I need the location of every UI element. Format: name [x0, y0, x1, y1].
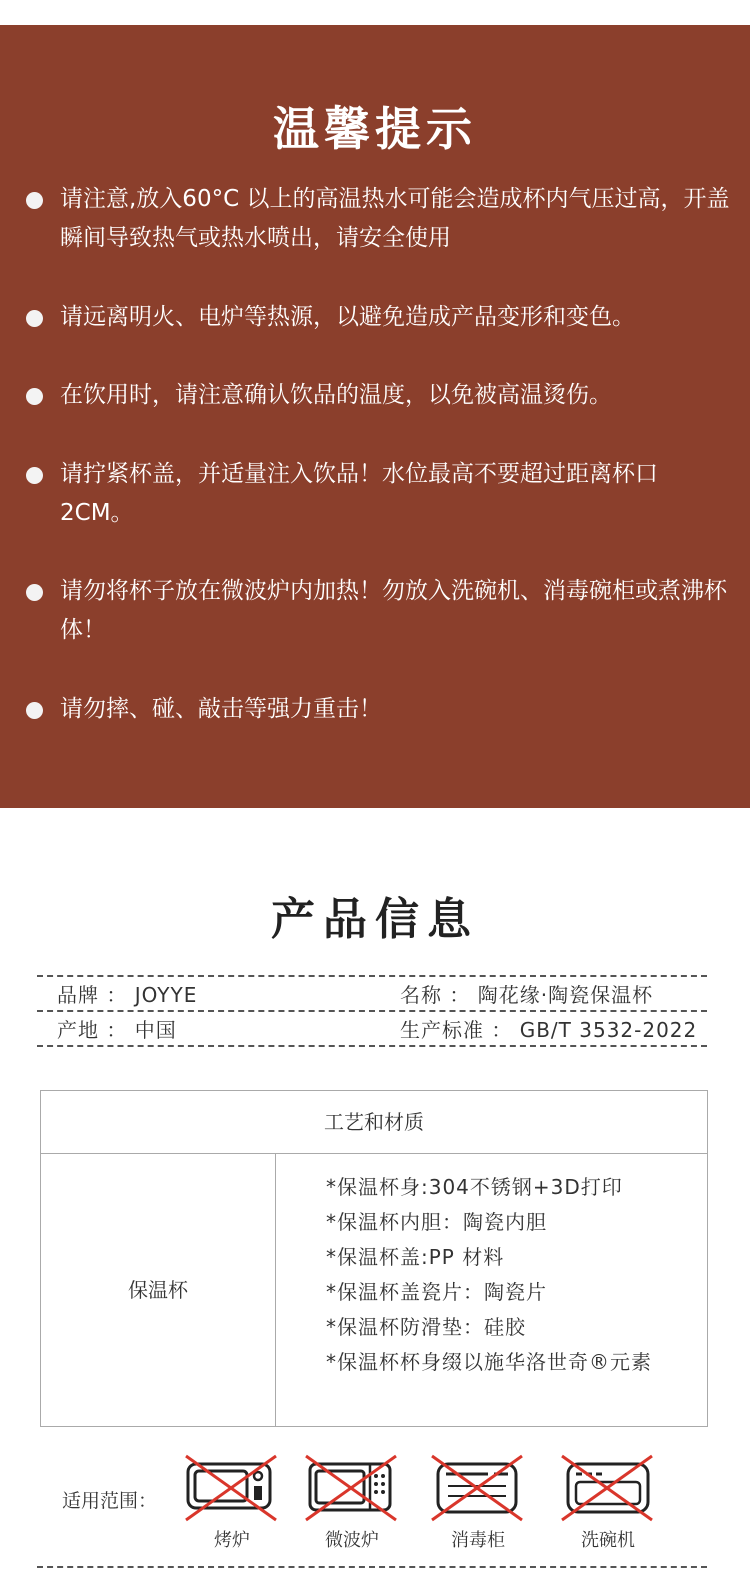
appliance-oven: [182, 1454, 282, 1549]
standard-field: 生产标准 ： GB/T 3532-2022: [400, 1018, 698, 1042]
dishwasher-crossed-icon: [558, 1454, 658, 1524]
material-item: *保温杯盖瓷片：陶瓷片: [326, 1280, 547, 1304]
appliance-label: 微波炉: [325, 1530, 379, 1551]
dashed-divider: [37, 1566, 707, 1568]
craft-table-header: 工艺和材质: [41, 1091, 707, 1154]
bullet-dot-icon: [26, 388, 43, 405]
bullet-dot-icon: [26, 584, 43, 601]
name-field: 名称 ： 陶花缘·陶瓷保温杯: [400, 983, 654, 1007]
material-item: *保温杯杯身缀以施华洛世奇®元素: [326, 1350, 652, 1374]
appliance-dishwasher: [558, 1454, 658, 1549]
bullet-dot-icon: [26, 467, 43, 484]
usage-range-label: 适用范围：: [62, 1490, 158, 1512]
tip-text: 请勿将杯子放在微波炉内加热！勿放入洗碗机、消毒碗柜或煮沸杯体！: [60, 578, 727, 643]
appliance-label: 烤炉: [214, 1530, 250, 1551]
sterilizer-crossed-icon: [428, 1454, 528, 1524]
craft-product-name: 保温杯: [128, 1278, 188, 1302]
bullet-dot-icon: [26, 702, 43, 719]
table-column-divider: [275, 1154, 276, 1426]
tip-text: 请勿摔、碰、敲击等强力重击！: [60, 696, 382, 722]
tip-text: 请拧紧杯盖，并适量注入饮品！水位最高不要超过距离杯口2CM。: [60, 461, 658, 526]
tip-text: 请注意,放入60°C 以上的高温热水可能会造成杯内气压过高，开盖瞬间导致热气或热水喷出，请安全使用: [60, 186, 730, 251]
origin-field: 产地 ： 中国: [57, 1018, 177, 1042]
dashed-divider: [37, 1010, 707, 1012]
oven-crossed-icon: [182, 1454, 282, 1524]
warm-tips-panel: [0, 25, 750, 808]
material-item: *保温杯身:304不锈钢+3D打印: [326, 1175, 623, 1199]
product-info-title: 产品信息: [271, 894, 479, 945]
dashed-divider: [37, 1045, 707, 1047]
material-item: *保温杯盖:PP 材料: [326, 1245, 505, 1269]
material-item: *保温杯内胆：陶瓷内胆: [326, 1210, 547, 1234]
dashed-divider: [37, 975, 707, 977]
appliance-sterilizer: [428, 1454, 528, 1549]
appliance-label: 消毒柜: [451, 1530, 505, 1551]
brand-field: 品牌 ： JOYYE: [57, 983, 198, 1007]
appliance-label: 洗碗机: [581, 1530, 635, 1551]
bullet-dot-icon: [26, 310, 43, 327]
bullet-dot-icon: [26, 192, 43, 209]
tip-text: 请远离明火、电炉等热源，以避免造成产品变形和变色。: [60, 304, 635, 330]
craft-material-list: [326, 1170, 696, 1380]
microwave-crossed-icon: [302, 1454, 402, 1524]
tip-text: 在饮用时，请注意确认饮品的温度，以免被高温烫伤。: [60, 382, 612, 408]
material-item: *保温杯防滑垫：硅胶: [326, 1315, 526, 1339]
appliance-microwave: [302, 1454, 402, 1549]
warm-tips-title: 温馨提示: [273, 102, 477, 156]
